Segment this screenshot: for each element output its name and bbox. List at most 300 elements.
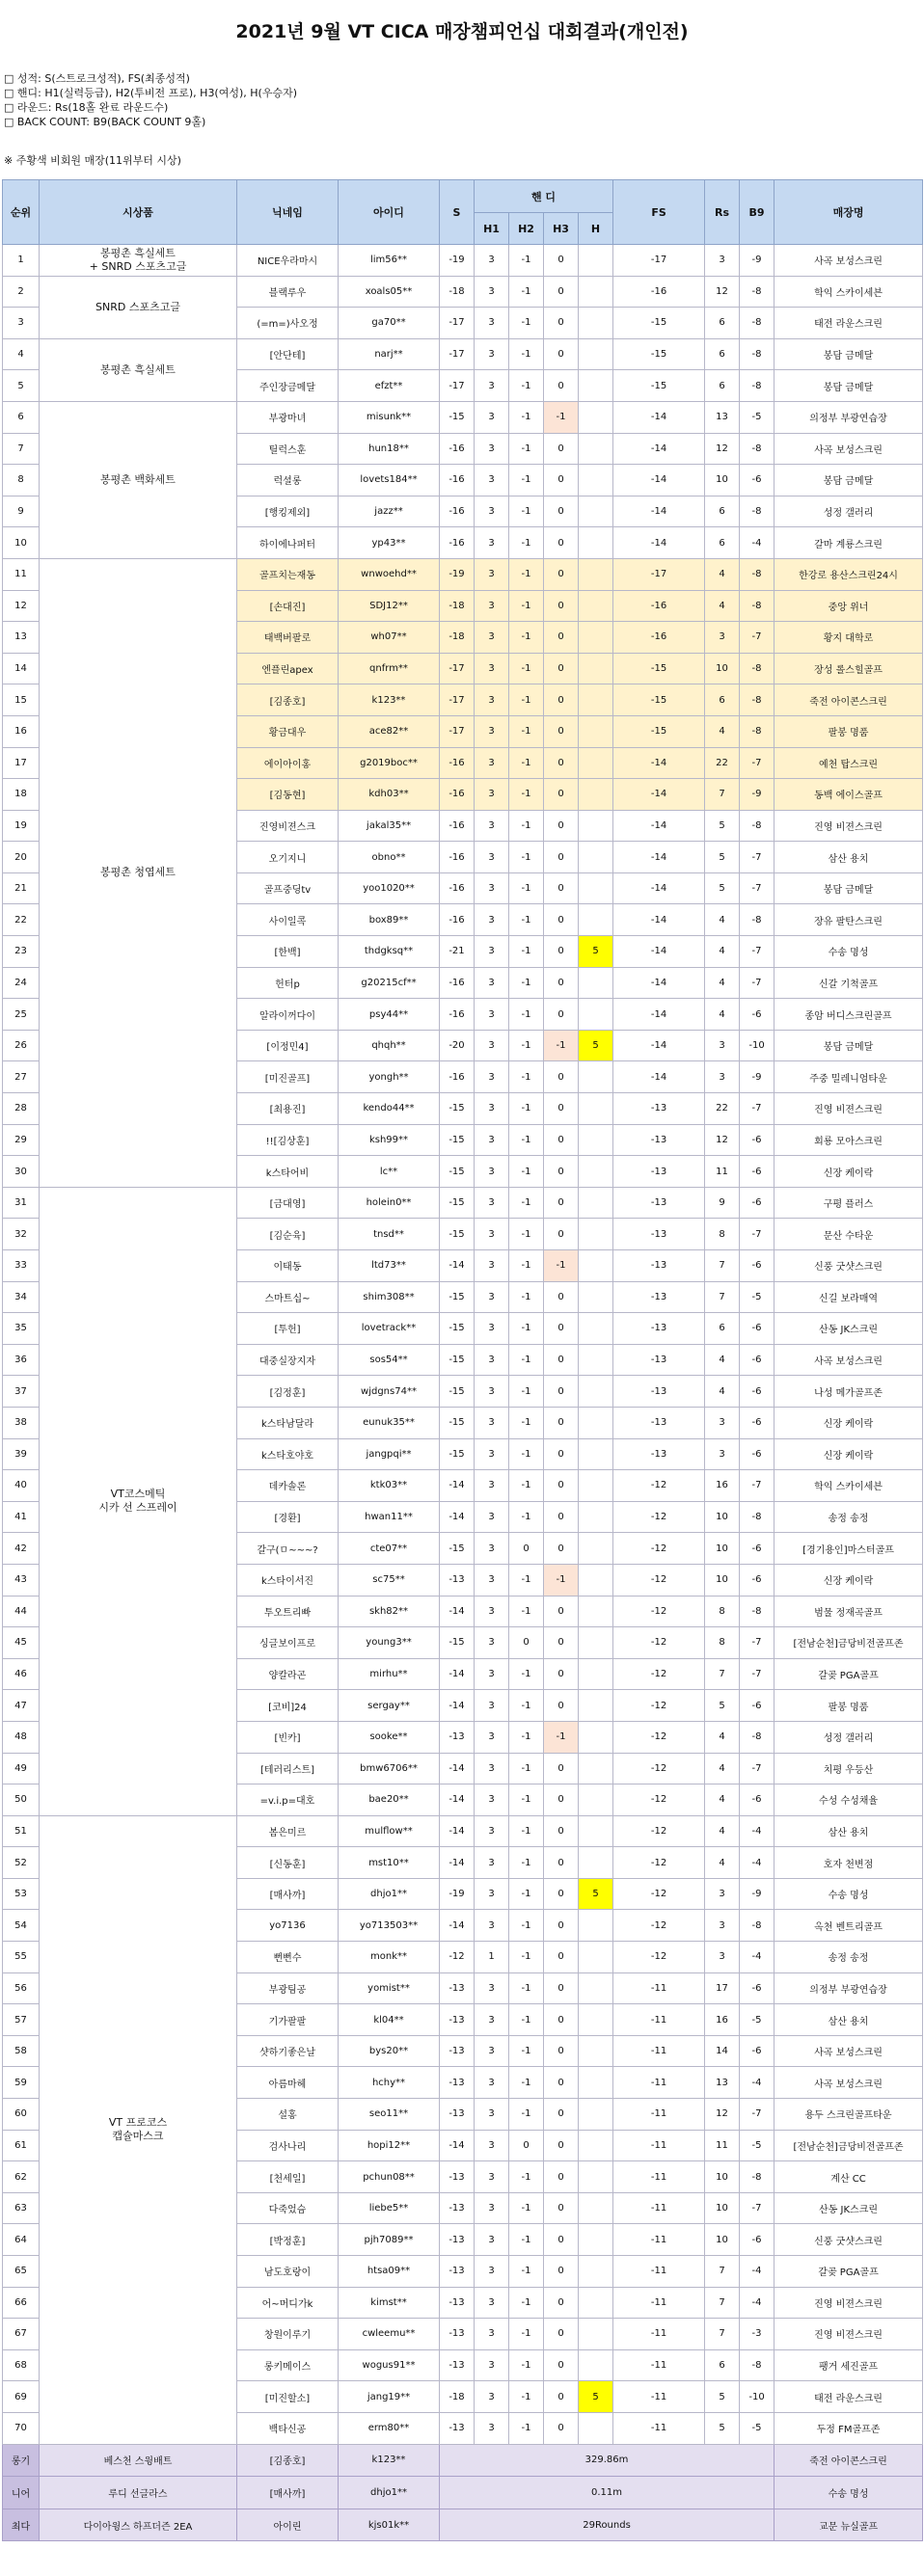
h3-cell: 0 [544,1972,579,2004]
b9-cell: -8 [740,684,775,716]
h-cell [579,2256,613,2288]
h3-cell: 0 [544,715,579,747]
store-cell: 동백 에이스골프 [775,779,923,811]
h3-cell: 0 [544,1281,579,1313]
rs-cell: 4 [705,1753,740,1784]
nickname-cell: 대중실장지자 [237,1344,339,1376]
store-cell: 황지 대학로 [775,622,923,654]
s-cell: -14 [440,1690,475,1722]
fs-cell: -16 [613,276,705,308]
id-cell: box89** [339,904,440,936]
rs-cell: 3 [705,1061,740,1093]
fs-cell: -14 [613,810,705,842]
rs-cell: 7 [705,2287,740,2319]
id-cell: htsa09** [339,2256,440,2288]
s-cell: -15 [440,1156,475,1188]
h1-cell: 3 [475,872,509,904]
rs-cell: 22 [705,1093,740,1125]
h3-cell: 0 [544,1501,579,1533]
id-cell: kdh03** [339,779,440,811]
s-cell: -17 [440,684,475,716]
b9-cell: -7 [740,842,775,873]
s-cell: -13 [440,2099,475,2131]
fs-cell: -11 [613,2287,705,2319]
store-cell: 봉담 금메달 [775,370,923,402]
s-cell: -15 [440,1627,475,1659]
id-cell: skh82** [339,1596,440,1627]
id-cell: sos54** [339,1344,440,1376]
store-cell: 산동 JK스크린 [775,2192,923,2224]
rank-cell: 15 [3,684,40,716]
store-cell: 옥천 벤트리골프 [775,1910,923,1942]
h3-cell: 0 [544,872,579,904]
h1-cell: 3 [475,370,509,402]
s-cell: -15 [440,1093,475,1125]
h1-cell: 3 [475,715,509,747]
rank-cell: 4 [3,338,40,370]
fs-cell: -14 [613,872,705,904]
h1-cell: 3 [475,2381,509,2413]
award-id: k123** [339,2444,440,2477]
b9-cell: -5 [740,401,775,433]
h-cell [579,590,613,622]
nickname-cell: 오기지니 [237,842,339,873]
rank-cell: 64 [3,2224,40,2256]
h-cell [579,1407,613,1438]
rs-cell: 11 [705,1156,740,1188]
s-cell: -17 [440,308,475,339]
h3-cell: 0 [544,1658,579,1690]
h3-cell: 0 [544,1156,579,1188]
b9-cell: -9 [740,245,775,277]
b9-cell: -8 [740,810,775,842]
h1-cell: 3 [475,1721,509,1753]
rank-cell: 30 [3,1156,40,1188]
h-cell: 5 [579,2381,613,2413]
fs-cell: -13 [613,1281,705,1313]
h2-cell: -1 [509,1501,544,1533]
b9-cell: -6 [740,1690,775,1722]
h2-cell: -1 [509,2004,544,2036]
nickname-cell: [금대영] [237,1187,339,1219]
rs-cell: 3 [705,1910,740,1942]
id-cell: liebe5** [339,2192,440,2224]
store-cell: 범물 정재곡골프 [775,1596,923,1627]
h1-cell: 3 [475,967,509,999]
b9-cell: -4 [740,527,775,559]
store-cell: 신길 보라매역 [775,1281,923,1313]
h-cell [579,810,613,842]
col-store: 매장명 [775,180,923,245]
col-handicap: 핸 디 [475,180,613,213]
award-id: dhjo1** [339,2477,440,2509]
b9-cell: -8 [740,653,775,684]
store-cell: 한강로 용산스크린24시 [775,558,923,590]
s-cell: -14 [440,1815,475,1847]
fs-cell: -13 [613,1250,705,1282]
rank-cell: 40 [3,1470,40,1502]
h1-cell: 3 [475,1596,509,1627]
b9-cell: -6 [740,1187,775,1219]
fs-cell: -14 [613,496,705,527]
id-cell: kl04** [339,2004,440,2036]
fs-cell: -12 [613,1815,705,1847]
s-cell: -15 [440,1438,475,1470]
rank-cell: 55 [3,1942,40,1973]
rs-cell: 7 [705,2256,740,2288]
nickname-cell: 검사나리 [237,2130,339,2161]
h3-cell: 0 [544,2067,579,2099]
s-cell: -18 [440,590,475,622]
store-cell: 갈마 계룡스크린 [775,527,923,559]
rs-cell: 11 [705,2130,740,2161]
h3-cell: 0 [544,2381,579,2413]
fs-cell: -12 [613,1910,705,1942]
store-cell: 신갈 기척골프 [775,967,923,999]
rs-cell: 6 [705,527,740,559]
fs-cell: -11 [613,2161,705,2193]
h1-cell: 3 [475,401,509,433]
h1-cell: 3 [475,1313,509,1345]
rank-cell: 53 [3,1878,40,1910]
s-cell: -15 [440,1313,475,1345]
rs-cell: 5 [705,842,740,873]
nickname-cell: 양칼라곤 [237,1658,339,1690]
h2-cell: -1 [509,1407,544,1438]
s-cell: -15 [440,1407,475,1438]
id-cell: wjdgns74** [339,1376,440,1408]
h2-cell: -1 [509,1219,544,1250]
rs-cell: 5 [705,2412,740,2444]
nickname-cell: k스타어비 [237,1156,339,1188]
h-cell [579,747,613,779]
nickname-cell: [박정훈] [237,2224,339,2256]
store-cell: 장성 롤스힐골프 [775,653,923,684]
fs-cell: -11 [613,2319,705,2350]
store-cell: 삼산 용치 [775,2004,923,2036]
b9-cell: -6 [740,1313,775,1345]
id-cell: wh07** [339,622,440,654]
h1-cell: 3 [475,1658,509,1690]
nickname-cell: [미진할소] [237,2381,339,2413]
store-cell: 두정 FM골프존 [775,2412,923,2444]
h-cell [579,1972,613,2004]
h1-cell: 3 [475,1501,509,1533]
h3-cell: 0 [544,276,579,308]
h-cell [579,1910,613,1942]
rs-cell: 10 [705,2161,740,2193]
rank-cell: 67 [3,2319,40,2350]
store-cell: 송정 송정 [775,1942,923,1973]
store-cell: 수송 명성 [775,1878,923,1910]
id-cell: sc75** [339,1564,440,1596]
award-value: 329.86m [440,2444,775,2477]
id-cell: young3** [339,1627,440,1659]
table-row [3,338,923,370]
h1-cell: 3 [475,2067,509,2099]
store-cell: 사곡 보성스크린 [775,1344,923,1376]
fs-cell: -14 [613,936,705,968]
rs-cell: 10 [705,1564,740,1596]
h3-cell: 0 [544,245,579,277]
h-cell: 5 [579,936,613,968]
rs-cell: 3 [705,1438,740,1470]
rs-cell: 5 [705,2381,740,2413]
table-row [3,558,923,590]
nickname-cell: 남도호랑이 [237,2256,339,2288]
rs-cell: 13 [705,401,740,433]
fs-cell: -11 [613,2067,705,2099]
h2-cell: -1 [509,465,544,496]
h2-cell: -1 [509,684,544,716]
b9-cell: -7 [740,622,775,654]
s-cell: -13 [440,2287,475,2319]
h3-cell: 0 [544,1376,579,1408]
rank-cell: 34 [3,1281,40,1313]
h3-cell: 0 [544,527,579,559]
h-cell [579,1061,613,1093]
h3-cell: -1 [544,1250,579,1282]
rs-cell: 4 [705,1721,740,1753]
h3-cell: 0 [544,2287,579,2319]
h1-cell: 3 [475,2035,509,2067]
fs-cell: -14 [613,433,705,465]
b9-cell: -8 [740,1910,775,1942]
rank-cell: 20 [3,842,40,873]
s-cell: -14 [440,1784,475,1816]
b9-cell: -7 [740,1658,775,1690]
rs-cell: 3 [705,1878,740,1910]
h-cell [579,1784,613,1816]
h2-cell: -1 [509,2224,544,2256]
b9-cell: -6 [740,1972,775,2004]
fs-cell: -13 [613,1438,705,1470]
fs-cell: -14 [613,999,705,1031]
nickname-cell: [신동훈] [237,1847,339,1879]
h2-cell: -1 [509,999,544,1031]
h3-cell: 0 [544,1124,579,1156]
rs-cell: 22 [705,747,740,779]
h1-cell: 3 [475,842,509,873]
id-cell: bys20** [339,2035,440,2067]
b9-cell: -7 [740,1093,775,1125]
s-cell: -15 [440,1376,475,1408]
b9-cell: -7 [740,936,775,968]
fs-cell: -12 [613,1878,705,1910]
h1-cell: 3 [475,590,509,622]
s-cell: -15 [440,1533,475,1565]
col-h: H [579,213,613,245]
sponsor-cell: 봉평촌 청엽세트 [40,558,237,1187]
store-cell: 태전 라운스크린 [775,308,923,339]
h3-cell: -1 [544,1721,579,1753]
rank-cell: 7 [3,433,40,465]
h-cell [579,904,613,936]
award-prize: 다이아윙스 하프더즌 2EA [40,2509,237,2541]
h3-cell: 0 [544,1815,579,1847]
rank-cell: 21 [3,872,40,904]
nickname-cell: [손대진] [237,590,339,622]
h2-cell: -1 [509,1784,544,1816]
rs-cell: 8 [705,1596,740,1627]
rank-cell: 51 [3,1815,40,1847]
rank-cell: 11 [3,558,40,590]
h3-cell: 0 [544,1438,579,1470]
store-cell: 수성 수성채율 [775,1784,923,1816]
h-cell [579,1250,613,1282]
h1-cell: 3 [475,2412,509,2444]
b9-cell: -6 [740,1124,775,1156]
h3-cell: 0 [544,1061,579,1093]
rank-cell: 32 [3,1219,40,1250]
s-cell: -15 [440,401,475,433]
rs-cell: 7 [705,1658,740,1690]
h-cell: 5 [579,1030,613,1061]
id-cell: mulflow** [339,1815,440,1847]
h-cell [579,1658,613,1690]
nickname-cell: 하이에나퍼터 [237,527,339,559]
rs-cell: 6 [705,496,740,527]
h3-cell: 0 [544,936,579,968]
h2-cell: -1 [509,1972,544,2004]
id-cell: lc** [339,1156,440,1188]
h-cell [579,2287,613,2319]
rank-cell: 1 [3,245,40,277]
id-cell: erm80** [339,2412,440,2444]
rank-cell: 35 [3,1313,40,1345]
fs-cell: -14 [613,842,705,873]
h2-cell: -1 [509,433,544,465]
rs-cell: 3 [705,1407,740,1438]
s-cell: -15 [440,1219,475,1250]
rs-cell: 12 [705,2099,740,2131]
nickname-cell: k스타남달라 [237,1407,339,1438]
h3-cell: 0 [544,590,579,622]
rs-cell: 16 [705,2004,740,2036]
h-cell [579,842,613,873]
b9-cell: -6 [740,1250,775,1282]
col-fs: FS [613,180,705,245]
s-cell: -13 [440,1972,475,2004]
col-h2: H2 [509,213,544,245]
h1-cell: 3 [475,684,509,716]
id-cell: cwleemu** [339,2319,440,2350]
h1-cell: 3 [475,810,509,842]
h3-cell: 0 [544,1910,579,1942]
award-row [3,2477,923,2509]
nickname-cell: 다죽었슴 [237,2192,339,2224]
store-cell: 신풍 굿샷스크린 [775,2224,923,2256]
nickname-cell: 기가팔팔 [237,2004,339,2036]
rank-cell: 5 [3,370,40,402]
rs-cell: 7 [705,1250,740,1282]
id-cell: sooke** [339,1721,440,1753]
s-cell: -15 [440,1344,475,1376]
h2-cell: -1 [509,1470,544,1502]
h1-cell: 3 [475,1753,509,1784]
h1-cell: 3 [475,465,509,496]
h1-cell: 3 [475,747,509,779]
id-cell: tnsd** [339,1219,440,1250]
h2-cell: -1 [509,779,544,811]
b9-cell: -8 [740,433,775,465]
rs-cell: 3 [705,245,740,277]
h3-cell: 0 [544,2004,579,2036]
h2-cell: -1 [509,1753,544,1784]
store-cell: 삼산 용치 [775,842,923,873]
b9-cell: -7 [740,1219,775,1250]
rs-cell: 12 [705,1124,740,1156]
nickname-cell: [김정훈] [237,1376,339,1408]
id-cell: dhjo1** [339,1878,440,1910]
h2-cell: -1 [509,2412,544,2444]
h1-cell: 3 [475,2192,509,2224]
s-cell: -14 [440,1470,475,1502]
store-cell: 주중 밀레니엄타운 [775,1061,923,1093]
h3-cell: 0 [544,1627,579,1659]
nickname-cell: 데카솔론 [237,1470,339,1502]
h2-cell: -1 [509,747,544,779]
rank-cell: 25 [3,999,40,1031]
nickname-cell: 블랙루우 [237,276,339,308]
h-cell [579,1376,613,1408]
nickname-cell: 진영비젼스크 [237,810,339,842]
h3-cell: 0 [544,904,579,936]
s-cell: -14 [440,1847,475,1879]
s-cell: -16 [440,872,475,904]
rank-cell: 39 [3,1438,40,1470]
h3-cell: 0 [544,2130,579,2161]
nickname-cell: 창원이루기 [237,2319,339,2350]
h1-cell: 3 [475,622,509,654]
b9-cell: -7 [740,2192,775,2224]
h2-cell: 0 [509,1627,544,1659]
h3-cell: 0 [544,2349,579,2381]
h1-cell: 3 [475,1030,509,1061]
store-cell: [전남순천]금당비전골프존 [775,1627,923,1659]
id-cell: jangpqi** [339,1438,440,1470]
rs-cell: 16 [705,1470,740,1502]
s-cell: -17 [440,370,475,402]
s-cell: -14 [440,1753,475,1784]
sponsor-cell: VT 프로코스 캡슐마스크 [40,1815,237,2444]
h3-cell: 0 [544,653,579,684]
nickname-cell: =v.i.p=대호 [237,1784,339,1816]
fs-cell: -11 [613,2412,705,2444]
h3-cell: 0 [544,2099,579,2131]
s-cell: -15 [440,1124,475,1156]
h1-cell: 3 [475,999,509,1031]
sponsor-cell: VT코스메틱 시카 선 스프레이 [40,1187,237,1815]
h3-cell: 0 [544,1219,579,1250]
h3-cell: 0 [544,558,579,590]
store-cell: 중앙 위너 [775,590,923,622]
b9-cell: -9 [740,779,775,811]
h-cell [579,2035,613,2067]
h-cell [579,872,613,904]
col-sponsor: 시상품 [40,180,237,245]
b9-cell: -7 [740,1627,775,1659]
h3-cell: 0 [544,747,579,779]
s-cell: -13 [440,2004,475,2036]
s-cell: -18 [440,276,475,308]
award-store: 죽전 아이콘스크린 [775,2444,923,2477]
rank-cell: 58 [3,2035,40,2067]
h2-cell: -1 [509,1061,544,1093]
rank-cell: 43 [3,1564,40,1596]
store-cell: 봉담 금메달 [775,1030,923,1061]
h1-cell: 3 [475,276,509,308]
